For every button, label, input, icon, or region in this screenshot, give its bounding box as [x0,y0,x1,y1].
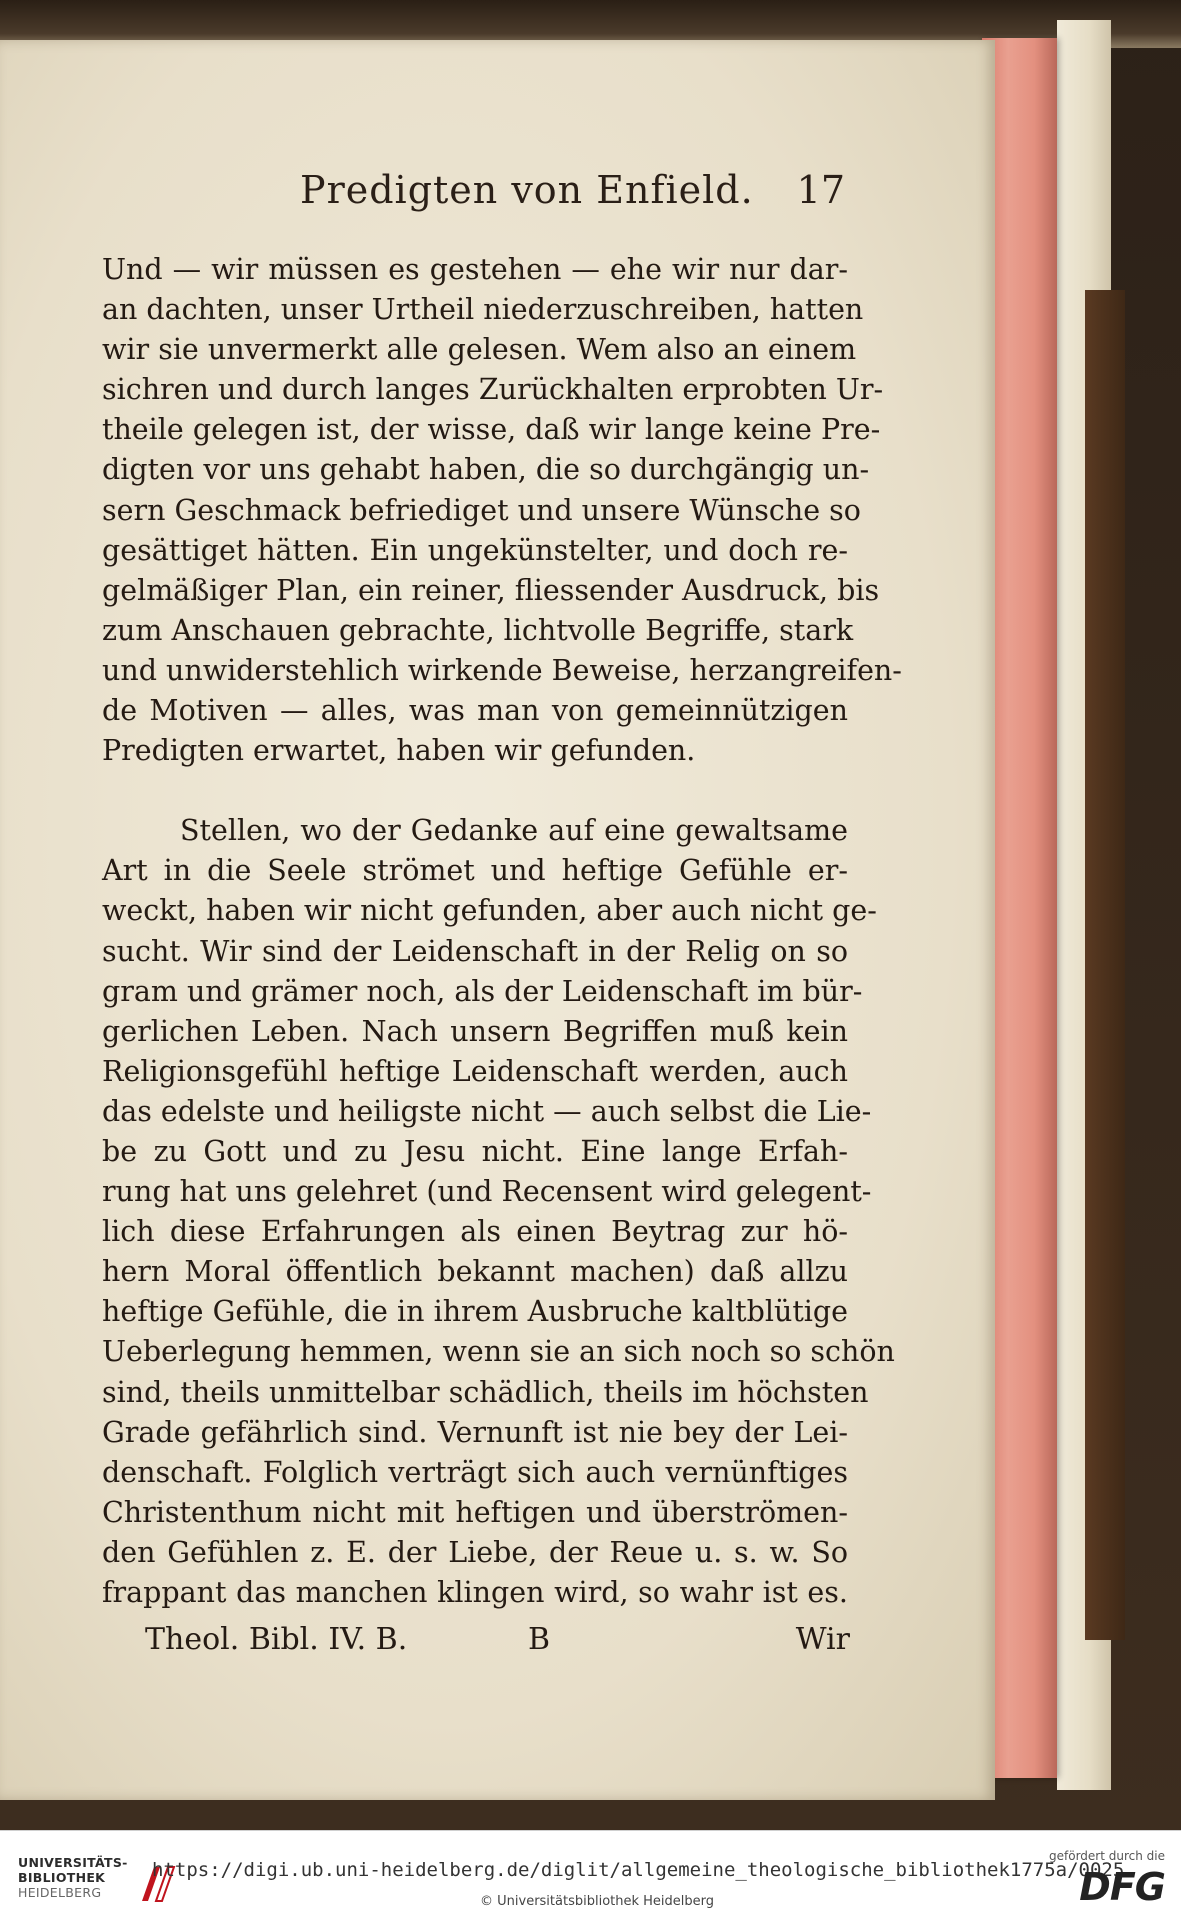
text-line: Ueberlegung hemmen, wenn sie an sich noch so schön [102,1335,895,1369]
leather-spine [1085,290,1125,1640]
text-line: gesättiget hätten. Ein ungekünstelter, und doch re- [102,533,848,567]
text-line: sichren und durch langes Zurückhalten erprobten Ur- [102,373,884,407]
paragraph-1 [102,250,902,771]
text-line: Art in die Seele strömet und heftige Gefühle er- [102,854,848,888]
text-line: heftige Gefühle, die in ihrem Ausbruche kaltblütige [102,1295,848,1329]
text-line: Stellen, wo der Gedanke auf eine gewaltsame [180,814,848,848]
text-line: gelmäßiger Plan, ein reiner, fliessender Ausdruck, bis [102,573,880,607]
text-line: und unwiderstehlich wirkende Beweise, herzangreifen- [102,653,902,687]
text-line: wir sie unvermerkt alle gelesen. Wem also an einem [102,333,857,367]
text-line: Predigten erwartet, haben wir gefunden. [102,734,696,768]
text-line: be zu Gott und zu Jesu nicht. Eine lange Erfah- [102,1134,848,1168]
text-line: das edelste und heiligste nicht — auch selbst die Lie- [102,1094,872,1128]
text-line: rung hat uns gelehret (und Recensent wird gelegent- [102,1175,872,1209]
dfg-logo: DFG [1079,1865,1165,1909]
funder-label: gefördert durch die [1049,1849,1165,1863]
text-line: theile gelegen ist, der wisse, daß wir lange keine Pre- [102,413,881,447]
text-line: gram und grämer noch, als der Leidenschaft im bür- [102,974,863,1008]
catchword: Wir [795,1622,850,1657]
library-name [18,1855,128,1900]
text-line: den Gefühlen z. E. der Liebe, der Reue u. s. w. So [102,1535,848,1569]
copyright-notice: © Universitätsbibliothek Heidelberg [480,1894,715,1909]
text-line: sucht. Wir sind der Leidenschaft in der Relig on so [102,934,848,968]
text-line: sern Geschmack befriediget und unsere Wünsche so [102,493,861,527]
running-title: Predigten von Enfield. [300,168,754,212]
text-line: gerlichen Leben. Nach unsern Begriffen muß kein [102,1014,848,1048]
signature-mark: Theol. Bibl. IV. B. [145,1622,408,1657]
text-line: denschaft. Folglich verträgt sich auch vernünftiges [102,1455,848,1489]
text-line: hern Moral öffentlich bekannt machen) daß allzu [102,1255,848,1289]
library-city: HEIDELBERG [18,1885,102,1900]
text-line: an dachten, unser Urtheil niederzuschreiben, hatten [102,293,864,327]
body-text [102,250,902,1613]
text-line: Christenthum nicht mit heftigen und überströmen- [102,1495,848,1529]
viewer-footer [0,1830,1181,1922]
page-header [100,168,845,228]
permalink-url[interactable]: https://digi.ub.uni-heidelberg.de/diglit/allgemeine_theologische_bibliothek1775a/0025 [152,1859,1125,1881]
paragraph-2 [102,811,895,1613]
text-line: lich diese Erfahrungen als einen Beytrag zur hö- [102,1215,848,1249]
signature-line [145,1622,850,1664]
page-number: 17 [796,168,845,212]
funder-badge[interactable] [1045,1849,1165,1909]
text-line: digten vor uns gehabt haben, die so durchgängig un- [102,453,870,487]
text-line: de Motiven — alles, was man von gemeinnützigen [102,694,848,728]
library-name-line: UNIVERSITÄTS- [18,1855,128,1870]
text-line: sind, theils unmittelbar schädlich, theils im höchsten [102,1375,869,1409]
gathering-letter: B [528,1622,551,1657]
library-name-line: BIBLIOTHEK [18,1870,106,1885]
text-line: zum Anschauen gebrachte, lichtvolle Begriffe, stark [102,613,854,647]
text-line: Und — wir müssen es gestehen — ehe wir nur dar- [102,253,848,286]
text-line: weckt, haben wir nicht gefunden, aber auch nicht ge- [102,894,877,928]
text-line: Grade gefährlich sind. Vernunft ist nie bey der Lei- [102,1415,848,1449]
text-line: frappant das manchen klingen wird, so wahr ist es. [102,1576,848,1609]
text-line: Religionsgefühl heftige Leidenschaft werden, auch [102,1054,848,1088]
